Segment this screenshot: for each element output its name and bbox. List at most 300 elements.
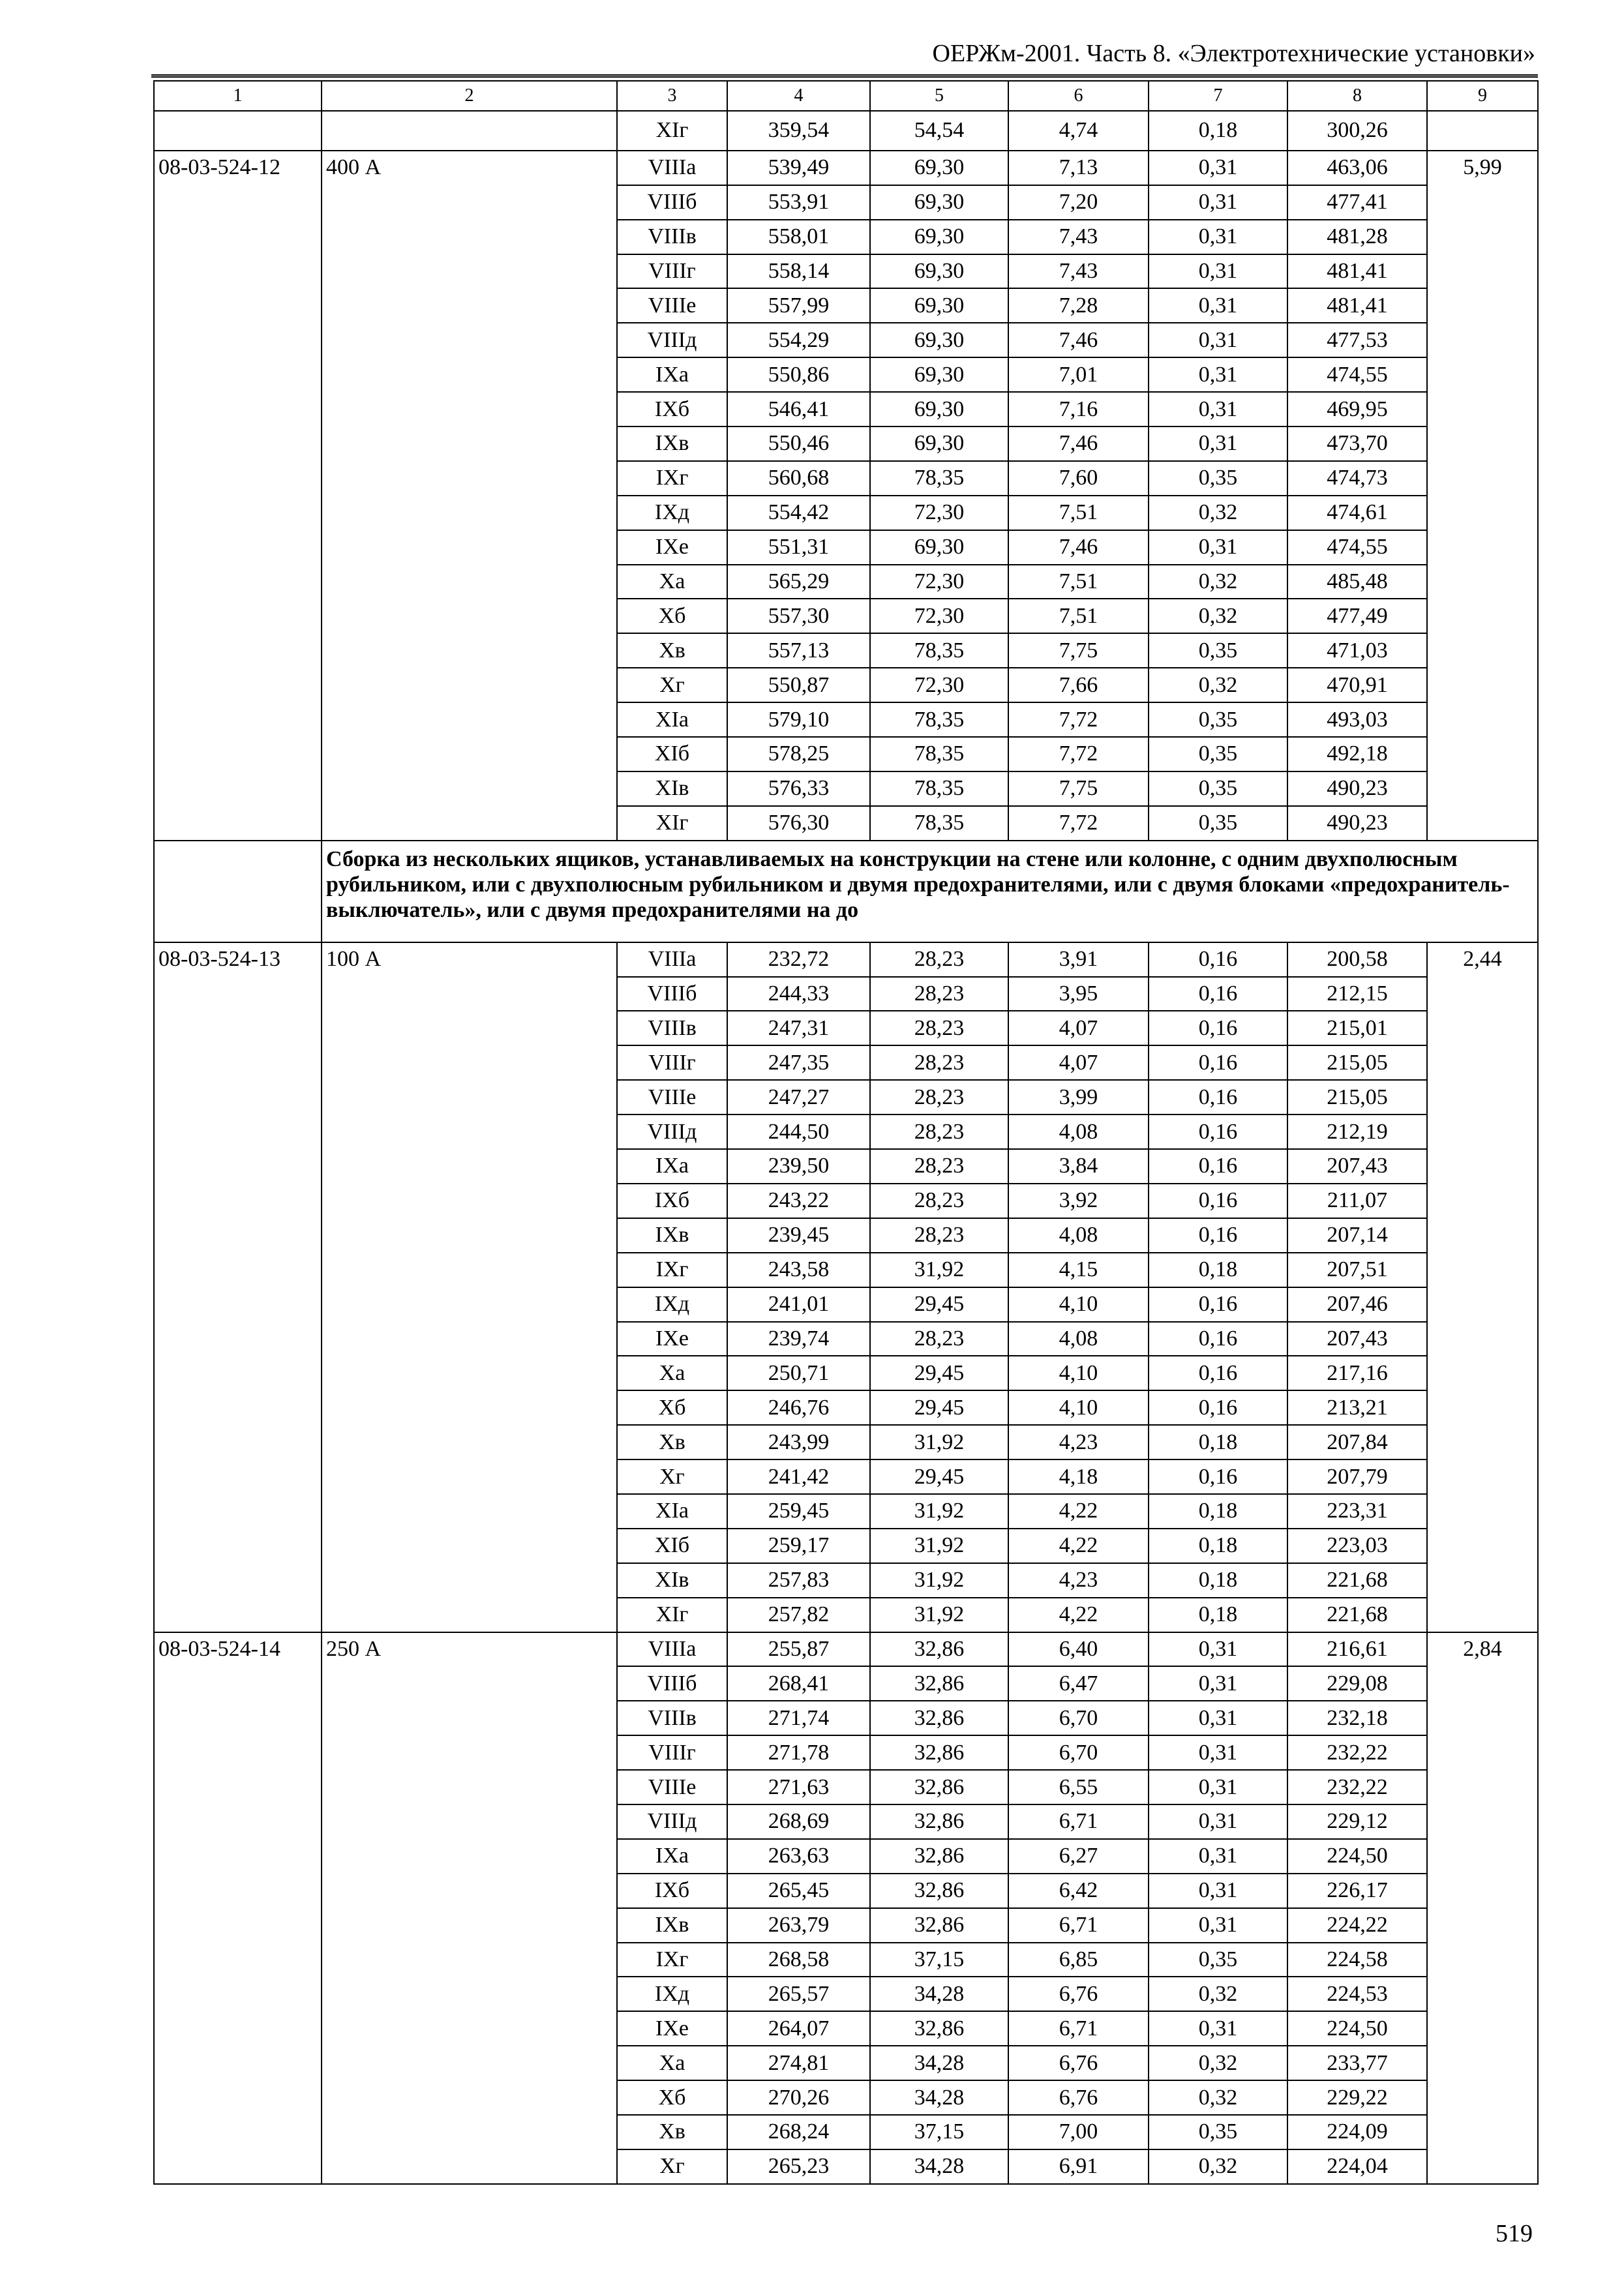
materials-cost-cell: 216,61 (1287, 1632, 1427, 1667)
materials-cost-cell: 224,50 (1287, 1839, 1427, 1874)
wages-cell: 29,45 (870, 1356, 1008, 1390)
zone-cell: VIIIв (617, 1701, 727, 1735)
machine-cost-cell: 7,72 (1008, 737, 1149, 771)
machine-cost-cell: 3,99 (1008, 1080, 1149, 1115)
wages-cell: 78,35 (870, 702, 1008, 737)
name-cell (322, 111, 617, 151)
total-cost-cell: 247,35 (727, 1045, 870, 1080)
driver-wages-cell: 0,16 (1149, 1011, 1287, 1045)
zone-cell: IХа (617, 357, 727, 392)
driver-wages-cell: 0,32 (1149, 1977, 1287, 2011)
machine-cost-cell: 7,43 (1008, 254, 1149, 289)
wages-cell: 28,23 (870, 942, 1008, 977)
machine-cost-cell: 7,75 (1008, 633, 1149, 668)
machine-cost-cell: 6,70 (1008, 1735, 1149, 1770)
zone-cell: IХа (617, 1149, 727, 1184)
total-cost-cell: 271,63 (727, 1770, 870, 1804)
zone-cell: Хг (617, 668, 727, 702)
zone-cell: VIIIе (617, 1080, 727, 1115)
wages-cell: 32,86 (870, 1735, 1008, 1770)
materials-cost-cell: 207,43 (1287, 1149, 1427, 1184)
machine-cost-cell: 6,76 (1008, 2080, 1149, 2115)
total-cost-cell: 239,74 (727, 1322, 870, 1356)
materials-cost-cell: 477,53 (1287, 323, 1427, 357)
wages-cell: 28,23 (870, 1080, 1008, 1115)
total-cost-cell: 250,71 (727, 1356, 870, 1390)
materials-cost-cell: 212,15 (1287, 977, 1427, 1011)
materials-cost-cell: 492,18 (1287, 737, 1427, 771)
total-cost-cell: 247,27 (727, 1080, 870, 1115)
zone-cell: IХб (617, 392, 727, 426)
zone-cell: ХIв (617, 771, 727, 806)
total-cost-cell: 265,57 (727, 1977, 870, 2011)
materials-cost-cell: 481,41 (1287, 254, 1427, 289)
zone-cell: ХIг (617, 111, 727, 151)
driver-wages-cell: 0,16 (1149, 977, 1287, 1011)
driver-wages-cell: 0,16 (1149, 1356, 1287, 1390)
wages-cell: 32,86 (870, 1632, 1008, 1667)
driver-wages-cell: 0,18 (1149, 1563, 1287, 1598)
wages-cell: 28,23 (870, 1045, 1008, 1080)
zone-cell: ХIб (617, 737, 727, 771)
driver-wages-cell: 0,32 (1149, 668, 1287, 702)
driver-wages-cell: 0,32 (1149, 2149, 1287, 2184)
total-cost-cell: 268,41 (727, 1666, 870, 1701)
total-cost-cell: 243,58 (727, 1253, 870, 1287)
total-cost-cell: 263,79 (727, 1908, 870, 1943)
wages-cell: 32,86 (870, 1701, 1008, 1735)
machine-cost-cell: 7,66 (1008, 668, 1149, 702)
zone-cell: IХг (617, 1943, 727, 1977)
materials-cost-cell: 232,18 (1287, 1701, 1427, 1735)
driver-wages-cell: 0,16 (1149, 1218, 1287, 1253)
driver-wages-cell: 0,16 (1149, 1045, 1287, 1080)
materials-cost-cell: 207,51 (1287, 1253, 1427, 1287)
materials-cost-cell: 463,06 (1287, 151, 1427, 185)
driver-wages-cell: 0,16 (1149, 942, 1287, 977)
wages-cell: 31,92 (870, 1598, 1008, 1632)
wages-cell: 34,28 (870, 2046, 1008, 2080)
driver-wages-cell: 0,16 (1149, 1115, 1287, 1149)
materials-cost-cell: 477,41 (1287, 185, 1427, 220)
materials-cost-cell: 469,95 (1287, 392, 1427, 426)
zone-cell: VIIIг (617, 254, 727, 289)
driver-wages-cell: 0,35 (1149, 461, 1287, 496)
zone-cell: ХIв (617, 1563, 727, 1598)
driver-wages-cell: 0,35 (1149, 737, 1287, 771)
machine-cost-cell: 7,51 (1008, 599, 1149, 633)
machine-cost-cell: 7,20 (1008, 185, 1149, 220)
zone-cell: VIIIд (617, 1115, 727, 1149)
zone-cell: VIIIа (617, 151, 727, 185)
machine-cost-cell: 6,76 (1008, 2046, 1149, 2080)
labor-cell: 2,84 (1427, 1632, 1538, 2184)
machine-cost-cell: 4,10 (1008, 1390, 1149, 1425)
driver-wages-cell: 0,31 (1149, 1666, 1287, 1701)
zone-cell: Ха (617, 2046, 727, 2080)
section-row (154, 841, 1538, 942)
column-number: 6 (1008, 81, 1149, 111)
machine-cost-cell: 4,18 (1008, 1459, 1149, 1494)
zone-cell: VIIIб (617, 1666, 727, 1701)
total-cost-cell: 557,99 (727, 288, 870, 323)
zone-cell: Ха (617, 1356, 727, 1390)
materials-cost-cell: 213,21 (1287, 1390, 1427, 1425)
zone-cell: IХа (617, 1839, 727, 1874)
materials-cost-cell: 232,22 (1287, 1770, 1427, 1804)
materials-cost-cell: 207,79 (1287, 1459, 1427, 1494)
wages-cell: 34,28 (870, 2149, 1008, 2184)
total-cost-cell: 244,50 (727, 1115, 870, 1149)
materials-cost-cell: 233,77 (1287, 2046, 1427, 2080)
driver-wages-cell: 0,16 (1149, 1322, 1287, 1356)
driver-wages-cell: 0,31 (1149, 1770, 1287, 1804)
zone-cell: VIIIб (617, 185, 727, 220)
total-cost-cell: 565,29 (727, 565, 870, 599)
machine-cost-cell: 6,91 (1008, 2149, 1149, 2184)
machine-cost-cell: 7,72 (1008, 702, 1149, 737)
zone-cell: VIIIе (617, 1770, 727, 1804)
materials-cost-cell: 471,03 (1287, 633, 1427, 668)
driver-wages-cell: 0,31 (1149, 530, 1287, 565)
header-title: ОЕРЖм-2001. Часть 8. «Электротехнические установки» (932, 40, 1535, 67)
labor-cell: 5,99 (1427, 151, 1538, 841)
zone-cell: ХIг (617, 806, 727, 841)
driver-wages-cell: 0,35 (1149, 771, 1287, 806)
code-cell (154, 111, 322, 151)
total-cost-cell: 259,45 (727, 1494, 870, 1529)
total-cost-cell: 558,14 (727, 254, 870, 289)
total-cost-cell: 270,26 (727, 2080, 870, 2115)
materials-cost-cell: 481,41 (1287, 288, 1427, 323)
rates-table (153, 80, 1539, 2185)
materials-cost-cell: 490,23 (1287, 771, 1427, 806)
zone-cell: VIIIа (617, 942, 727, 977)
materials-cost-cell: 217,16 (1287, 1356, 1427, 1390)
code-cell (154, 841, 322, 942)
materials-cost-cell: 200,58 (1287, 942, 1427, 977)
zone-cell: Хб (617, 2080, 727, 2115)
total-cost-cell: 557,30 (727, 599, 870, 633)
machine-cost-cell: 4,08 (1008, 1115, 1149, 1149)
machine-cost-cell: 6,71 (1008, 1908, 1149, 1943)
total-cost-cell: 554,42 (727, 496, 870, 530)
materials-cost-cell: 207,14 (1287, 1218, 1427, 1253)
driver-wages-cell: 0,31 (1149, 1908, 1287, 1943)
machine-cost-cell: 6,85 (1008, 1943, 1149, 1977)
materials-cost-cell: 212,19 (1287, 1115, 1427, 1149)
materials-cost-cell: 224,58 (1287, 1943, 1427, 1977)
materials-cost-cell: 224,22 (1287, 1908, 1427, 1943)
wages-cell: 34,28 (870, 1977, 1008, 2011)
machine-cost-cell: 6,47 (1008, 1666, 1149, 1701)
zone-cell: Хв (617, 633, 727, 668)
code-cell: 08-03-524-14 (154, 1632, 322, 2184)
driver-wages-cell: 0,18 (1149, 1494, 1287, 1529)
driver-wages-cell: 0,35 (1149, 633, 1287, 668)
wages-cell: 69,30 (870, 151, 1008, 185)
wages-cell: 72,30 (870, 496, 1008, 530)
column-number: 5 (870, 81, 1008, 111)
wages-cell: 78,35 (870, 771, 1008, 806)
zone-cell: IХв (617, 426, 727, 461)
total-cost-cell: 232,72 (727, 942, 870, 977)
driver-wages-cell: 0,31 (1149, 426, 1287, 461)
wages-cell: 32,86 (870, 1908, 1008, 1943)
driver-wages-cell: 0,31 (1149, 254, 1287, 289)
total-cost-cell: 259,17 (727, 1529, 870, 1563)
materials-cost-cell: 229,12 (1287, 1804, 1427, 1839)
machine-cost-cell: 3,84 (1008, 1149, 1149, 1184)
machine-cost-cell: 4,10 (1008, 1287, 1149, 1322)
zone-cell: IХе (617, 530, 727, 565)
driver-wages-cell: 0,16 (1149, 1287, 1287, 1322)
code-cell: 08-03-524-13 (154, 942, 322, 1632)
machine-cost-cell: 7,16 (1008, 392, 1149, 426)
zone-cell: Хб (617, 599, 727, 633)
machine-cost-cell: 4,22 (1008, 1529, 1149, 1563)
materials-cost-cell: 223,03 (1287, 1529, 1427, 1563)
total-cost-cell: 576,33 (727, 771, 870, 806)
zone-cell: IХг (617, 461, 727, 496)
wages-cell: 72,30 (870, 565, 1008, 599)
table-row (154, 111, 1538, 151)
wages-cell: 32,86 (870, 1666, 1008, 1701)
materials-cost-cell: 226,17 (1287, 1874, 1427, 1908)
wages-cell: 69,30 (870, 220, 1008, 254)
driver-wages-cell: 0,31 (1149, 2011, 1287, 2046)
wages-cell: 69,30 (870, 392, 1008, 426)
machine-cost-cell: 7,60 (1008, 461, 1149, 496)
driver-wages-cell: 0,31 (1149, 357, 1287, 392)
wages-cell: 78,35 (870, 806, 1008, 841)
driver-wages-cell: 0,32 (1149, 2080, 1287, 2115)
total-cost-cell: 263,63 (727, 1839, 870, 1874)
machine-cost-cell: 4,07 (1008, 1045, 1149, 1080)
machine-cost-cell: 7,28 (1008, 288, 1149, 323)
zone-cell: IХе (617, 1322, 727, 1356)
total-cost-cell: 359,54 (727, 111, 870, 151)
total-cost-cell: 274,81 (727, 2046, 870, 2080)
total-cost-cell: 546,41 (727, 392, 870, 426)
zone-cell: VIIIв (617, 1011, 727, 1045)
machine-cost-cell: 7,51 (1008, 496, 1149, 530)
materials-cost-cell: 474,55 (1287, 357, 1427, 392)
machine-cost-cell: 4,15 (1008, 1253, 1149, 1287)
total-cost-cell: 557,13 (727, 633, 870, 668)
machine-cost-cell: 6,71 (1008, 2011, 1149, 2046)
wages-cell: 54,54 (870, 111, 1008, 151)
driver-wages-cell: 0,16 (1149, 1390, 1287, 1425)
table-row (154, 1632, 1538, 1667)
wages-cell: 78,35 (870, 633, 1008, 668)
zone-cell: Хг (617, 2149, 727, 2184)
driver-wages-cell: 0,16 (1149, 1459, 1287, 1494)
zone-cell: VIIIд (617, 1804, 727, 1839)
driver-wages-cell: 0,31 (1149, 1632, 1287, 1667)
table-body (154, 81, 1538, 2184)
zone-cell: VIIIе (617, 288, 727, 323)
code-cell: 08-03-524-12 (154, 151, 322, 841)
driver-wages-cell: 0,31 (1149, 1701, 1287, 1735)
wages-cell: 31,92 (870, 1253, 1008, 1287)
total-cost-cell: 264,07 (727, 2011, 870, 2046)
wages-cell: 29,45 (870, 1459, 1008, 1494)
labor-cell (1427, 111, 1538, 151)
machine-cost-cell: 6,42 (1008, 1874, 1149, 1908)
driver-wages-cell: 0,35 (1149, 702, 1287, 737)
total-cost-cell: 265,23 (727, 2149, 870, 2184)
machine-cost-cell: 3,95 (1008, 977, 1149, 1011)
wages-cell: 72,30 (870, 668, 1008, 702)
materials-cost-cell: 474,73 (1287, 461, 1427, 496)
machine-cost-cell: 6,76 (1008, 1977, 1149, 2011)
materials-cost-cell: 221,68 (1287, 1598, 1427, 1632)
materials-cost-cell: 473,70 (1287, 426, 1427, 461)
total-cost-cell: 271,78 (727, 1735, 870, 1770)
machine-cost-cell: 6,55 (1008, 1770, 1149, 1804)
wages-cell: 28,23 (870, 1149, 1008, 1184)
wages-cell: 78,35 (870, 461, 1008, 496)
wages-cell: 28,23 (870, 1011, 1008, 1045)
column-number-row (154, 81, 1538, 111)
machine-cost-cell: 4,22 (1008, 1494, 1149, 1529)
driver-wages-cell: 0,16 (1149, 1184, 1287, 1218)
table-row (154, 942, 1538, 977)
total-cost-cell: 255,87 (727, 1632, 870, 1667)
name-cell: 250 А (322, 1632, 617, 2184)
machine-cost-cell: 3,92 (1008, 1184, 1149, 1218)
driver-wages-cell: 0,18 (1149, 1529, 1287, 1563)
materials-cost-cell: 211,07 (1287, 1184, 1427, 1218)
machine-cost-cell: 3,91 (1008, 942, 1149, 977)
materials-cost-cell: 207,43 (1287, 1322, 1427, 1356)
machine-cost-cell: 6,40 (1008, 1632, 1149, 1667)
wages-cell: 31,92 (870, 1563, 1008, 1598)
driver-wages-cell: 0,18 (1149, 1425, 1287, 1459)
wages-cell: 69,30 (870, 530, 1008, 565)
wages-cell: 34,28 (870, 2080, 1008, 2115)
materials-cost-cell: 474,55 (1287, 530, 1427, 565)
column-number: 2 (322, 81, 617, 111)
materials-cost-cell: 207,84 (1287, 1425, 1427, 1459)
zone-cell: IХб (617, 1184, 727, 1218)
total-cost-cell: 560,68 (727, 461, 870, 496)
wages-cell: 32,86 (870, 1839, 1008, 1874)
total-cost-cell: 550,86 (727, 357, 870, 392)
wages-cell: 32,86 (870, 1804, 1008, 1839)
machine-cost-cell: 7,46 (1008, 323, 1149, 357)
wages-cell: 69,30 (870, 357, 1008, 392)
total-cost-cell: 553,91 (727, 185, 870, 220)
zone-cell: ХIа (617, 1494, 727, 1529)
column-number: 7 (1149, 81, 1287, 111)
driver-wages-cell: 0,31 (1149, 323, 1287, 357)
total-cost-cell: 239,45 (727, 1218, 870, 1253)
zone-cell: IХб (617, 1874, 727, 1908)
materials-cost-cell: 223,31 (1287, 1494, 1427, 1529)
machine-cost-cell: 7,46 (1008, 426, 1149, 461)
driver-wages-cell: 0,32 (1149, 599, 1287, 633)
total-cost-cell: 241,42 (727, 1459, 870, 1494)
wages-cell: 37,15 (870, 2115, 1008, 2149)
zone-cell: VIIIв (617, 220, 727, 254)
materials-cost-cell: 477,49 (1287, 599, 1427, 633)
wages-cell: 31,92 (870, 1529, 1008, 1563)
total-cost-cell: 243,22 (727, 1184, 870, 1218)
machine-cost-cell: 7,51 (1008, 565, 1149, 599)
wages-cell: 69,30 (870, 288, 1008, 323)
machine-cost-cell: 7,13 (1008, 151, 1149, 185)
driver-wages-cell: 0,18 (1149, 1598, 1287, 1632)
total-cost-cell: 539,49 (727, 151, 870, 185)
materials-cost-cell: 215,05 (1287, 1045, 1427, 1080)
machine-cost-cell: 7,43 (1008, 220, 1149, 254)
zone-cell: Хг (617, 1459, 727, 1494)
materials-cost-cell: 224,09 (1287, 2115, 1427, 2149)
materials-cost-cell: 224,04 (1287, 2149, 1427, 2184)
total-cost-cell: 271,74 (727, 1701, 870, 1735)
zone-cell: ХIг (617, 1598, 727, 1632)
machine-cost-cell: 4,22 (1008, 1598, 1149, 1632)
wages-cell: 69,30 (870, 185, 1008, 220)
machine-cost-cell: 7,75 (1008, 771, 1149, 806)
zone-cell: IХв (617, 1908, 727, 1943)
machine-cost-cell: 4,10 (1008, 1356, 1149, 1390)
column-number: 1 (154, 81, 322, 111)
materials-cost-cell: 229,08 (1287, 1666, 1427, 1701)
wages-cell: 31,92 (870, 1425, 1008, 1459)
total-cost-cell: 576,30 (727, 806, 870, 841)
total-cost-cell: 257,83 (727, 1563, 870, 1598)
total-cost-cell: 268,69 (727, 1804, 870, 1839)
materials-cost-cell: 493,03 (1287, 702, 1427, 737)
materials-cost-cell: 232,22 (1287, 1735, 1427, 1770)
driver-wages-cell: 0,32 (1149, 2046, 1287, 2080)
wages-cell: 78,35 (870, 737, 1008, 771)
total-cost-cell: 579,10 (727, 702, 870, 737)
machine-cost-cell: 4,07 (1008, 1011, 1149, 1045)
machine-cost-cell: 7,72 (1008, 806, 1149, 841)
zone-cell: VIIIг (617, 1735, 727, 1770)
driver-wages-cell: 0,31 (1149, 151, 1287, 185)
zone-cell: IХд (617, 1287, 727, 1322)
wages-cell: 32,86 (870, 1770, 1008, 1804)
zone-cell: VIIIд (617, 323, 727, 357)
machine-cost-cell: 7,00 (1008, 2115, 1149, 2149)
labor-cell: 2,44 (1427, 942, 1538, 1632)
driver-wages-cell: 0,32 (1149, 565, 1287, 599)
materials-cost-cell: 207,46 (1287, 1287, 1427, 1322)
wages-cell: 28,23 (870, 1184, 1008, 1218)
materials-cost-cell: 490,23 (1287, 806, 1427, 841)
driver-wages-cell: 0,31 (1149, 1839, 1287, 1874)
total-cost-cell: 243,99 (727, 1425, 870, 1459)
total-cost-cell: 551,31 (727, 530, 870, 565)
zone-cell: VIIIа (617, 1632, 727, 1667)
materials-cost-cell: 221,68 (1287, 1563, 1427, 1598)
driver-wages-cell: 0,35 (1149, 2115, 1287, 2149)
column-number: 9 (1427, 81, 1538, 111)
materials-cost-cell: 215,01 (1287, 1011, 1427, 1045)
machine-cost-cell: 4,74 (1008, 111, 1149, 151)
column-number: 3 (617, 81, 727, 111)
zone-cell: VIIIг (617, 1045, 727, 1080)
wages-cell: 28,23 (870, 977, 1008, 1011)
zone-cell: IХд (617, 496, 727, 530)
zone-cell: IХг (617, 1253, 727, 1287)
wages-cell: 72,30 (870, 599, 1008, 633)
